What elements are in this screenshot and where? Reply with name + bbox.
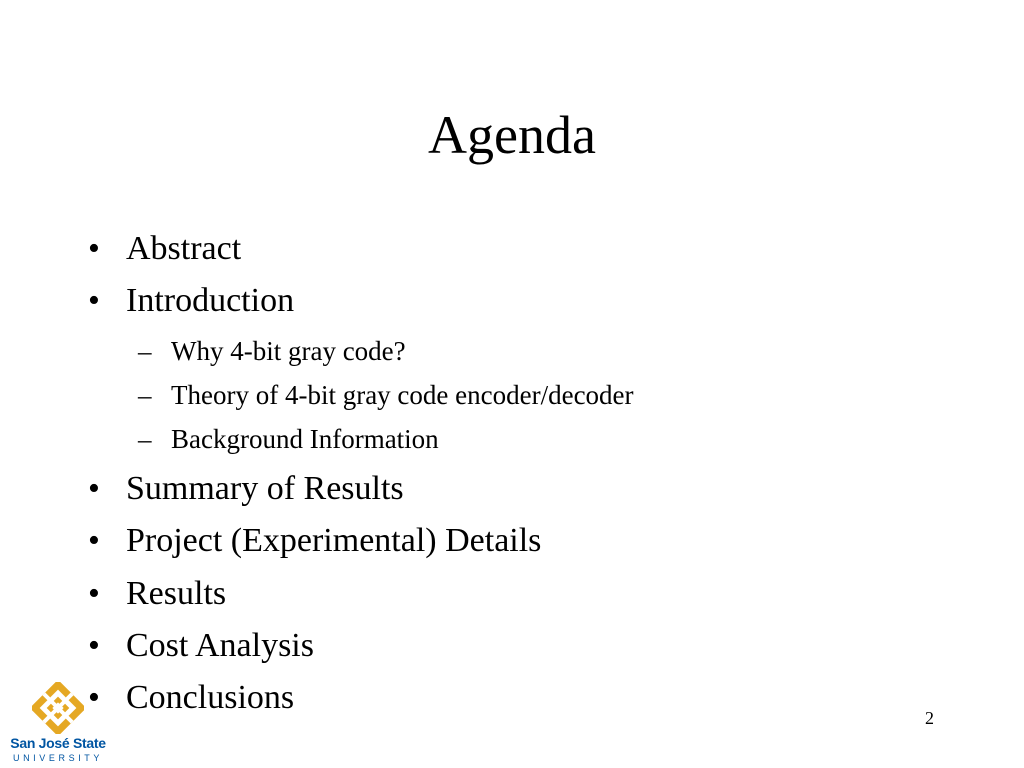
bullet-dash: – (138, 424, 152, 454)
sub-list-item (138, 423, 439, 455)
list-item (88, 626, 314, 666)
slide-title: Agenda (428, 105, 596, 165)
bullet-dash: – (138, 336, 152, 366)
list-item (88, 469, 404, 509)
bullet-dot: • (88, 522, 100, 559)
list-item-text: Abstract (126, 230, 242, 267)
sub-list-item (138, 335, 406, 367)
bullet-dot: • (88, 470, 100, 507)
list-item (88, 521, 541, 561)
logo-university-name: San José State (10, 735, 106, 751)
list-item (88, 574, 226, 614)
list-item (88, 229, 241, 269)
bullet-dot: • (88, 679, 100, 716)
university-logo (6, 680, 110, 766)
bullet-dot: • (88, 230, 100, 267)
list-item-text: Summary of Results (126, 470, 404, 507)
sjsu-diamond-logo-icon (32, 682, 84, 734)
bullet-dot: • (88, 575, 100, 612)
sub-list-item-text: Theory of 4-bit gray code encoder/decoder (171, 380, 634, 410)
sub-list-item-text: Why 4-bit gray code? (171, 336, 406, 366)
sub-list-item-text: Background Information (171, 424, 439, 454)
list-item-text: Project (Experimental) Details (126, 522, 542, 559)
list-item (88, 678, 294, 718)
bullet-dot: • (88, 282, 100, 319)
logo-university-subtitle: UNIVERSITY (12, 753, 103, 763)
list-item (88, 281, 294, 321)
sub-list-item (138, 379, 634, 411)
list-item-text: Introduction (126, 282, 295, 319)
list-item-text: Results (126, 575, 227, 612)
bullet-dot: • (88, 627, 100, 664)
list-item-text: Conclusions (126, 679, 295, 716)
page-number: 2 (925, 708, 934, 728)
list-item-text: Cost Analysis (126, 627, 314, 664)
bullet-dash: – (138, 380, 152, 410)
